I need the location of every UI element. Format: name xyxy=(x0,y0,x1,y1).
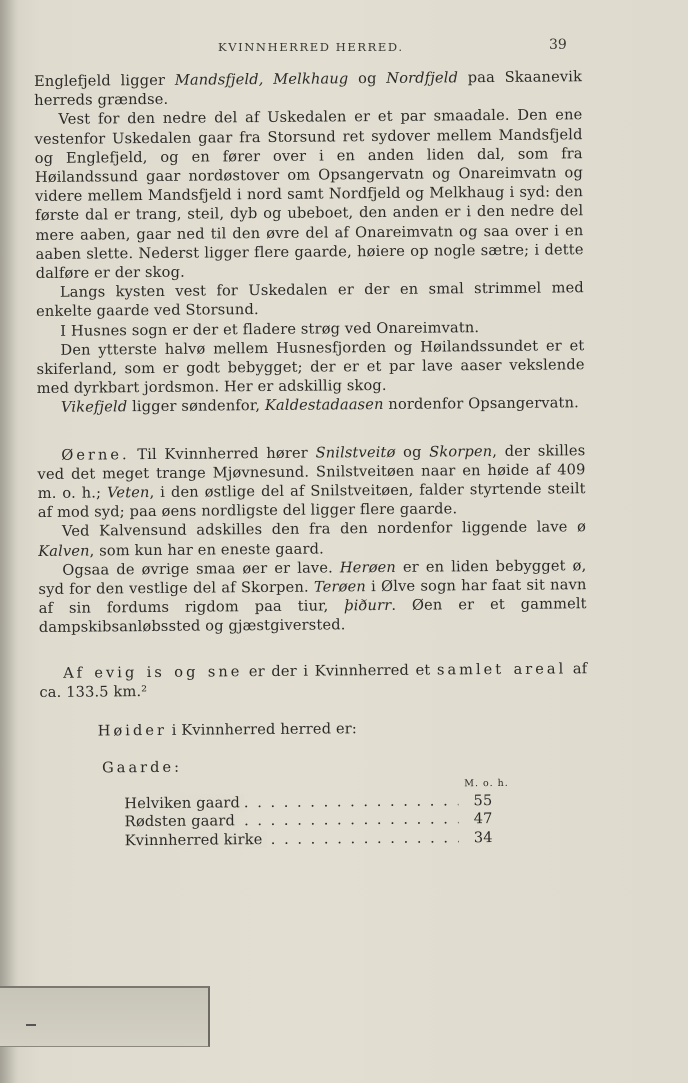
heights-heading: Høider i Kvinnherred herred er: xyxy=(97,720,358,740)
paragraph-other-islands: Ogsaa de øvrige smaa øer er lave. Herøen er en liden bebygget ø, syd for den vestlige del af Skorpen. Terøen i Ølve sogn har faat sit navn af sin fordums rigdom paa tiur, þiðurr. Øen er et gammelt dampskibsanløbssted og gjæstgiversted. xyxy=(38,557,587,637)
page-number: 39 xyxy=(549,37,567,53)
row-value: 47 xyxy=(473,810,493,828)
row-name: Helviken gaard xyxy=(124,794,244,812)
table-row xyxy=(125,827,505,849)
gaarde-label: Gaarde: xyxy=(102,759,183,777)
paragraph-islands: Øerne. Til Kvinnherred hører Snilstveitø og Skorpen, der skilles ved det meget trange Mjøvnesund. Snilstveitøen naar en høide af 409 m. o. h.; Veten, i den østlige del af Snilstveitøen, falder styrtende steilt af mod syd; paa øens nordligste del ligger flere gaarde. xyxy=(37,441,586,522)
paragraph-1: Englefjeld ligger Mandsfjeld, Melkhaug og Nordfjeld paa Skaanevik herreds grændse. xyxy=(34,68,583,110)
gutter-shadow xyxy=(0,0,18,1083)
library-stamp xyxy=(0,986,210,1047)
paragraph-ice-area: Af evig is og sne er der i Kvinnherred et samlet areal af ca. 133.5 km.² xyxy=(39,659,588,701)
paragraph-6: Vikefjeld ligger søndenfor, Kaldestadaasen nordenfor Opsangervatn. xyxy=(60,394,579,417)
paragraph-2: Vest for den nedre del af Uskedalen er et par smaadale. Den ene vestenfor Uskedalen gaar fra Storsund ret sydover mellem Mandsfjeld og Englefjeld, og en fører over i en anden liden dal, som fra Høilandssund gaar nordøstover om Opsangervatn og Onareimvatn og videre mellem Mandsfjeld i nord samt Nordfjeld og Melkhaug i syd: den første dal er trang, steil, dyb og ubeboet, den anden er i den nedre del mere aaben, gaar ned til den øvre del af Onareimvatn og saa over i en aaben slette. Nederst ligger flere gaarde, høiere op nogle sætre; i dette dalføre er der skog. xyxy=(34,106,584,283)
row-name: Kvinnherred kirke xyxy=(125,831,267,849)
row-value: 55 xyxy=(473,791,493,809)
unit-label: M. o. h. xyxy=(464,777,509,789)
row-value: 34 xyxy=(473,828,493,846)
paragraph-3: Langs kysten vest for Uskedalen er der en smal strimmel med enkelte gaarde ved Storsund. xyxy=(36,279,584,321)
stamp-mark xyxy=(26,1024,36,1026)
paragraph-4: I Husnes sogn er der et fladere strøg ved Onareimvatn. xyxy=(60,318,480,340)
paragraph-5: Den ytterste halvø mellem Husnesfjorden og Høilandssundet er et skiferland, som er godt bebygget; der er et par lave aaser vekslende med dyrkbart jordsmon. Her er adskillig skog. xyxy=(36,337,585,398)
running-head-title: KVINNHERRED HERRED. xyxy=(218,40,404,54)
row-name: Rødsten gaard xyxy=(124,812,239,830)
body-text xyxy=(34,67,589,850)
running-head xyxy=(0,37,688,57)
paragraph-kalven: Ved Kalvensund adskilles den fra den nordenfor liggende lave ø Kalven, som kun har en eneste gaard. xyxy=(38,518,587,560)
